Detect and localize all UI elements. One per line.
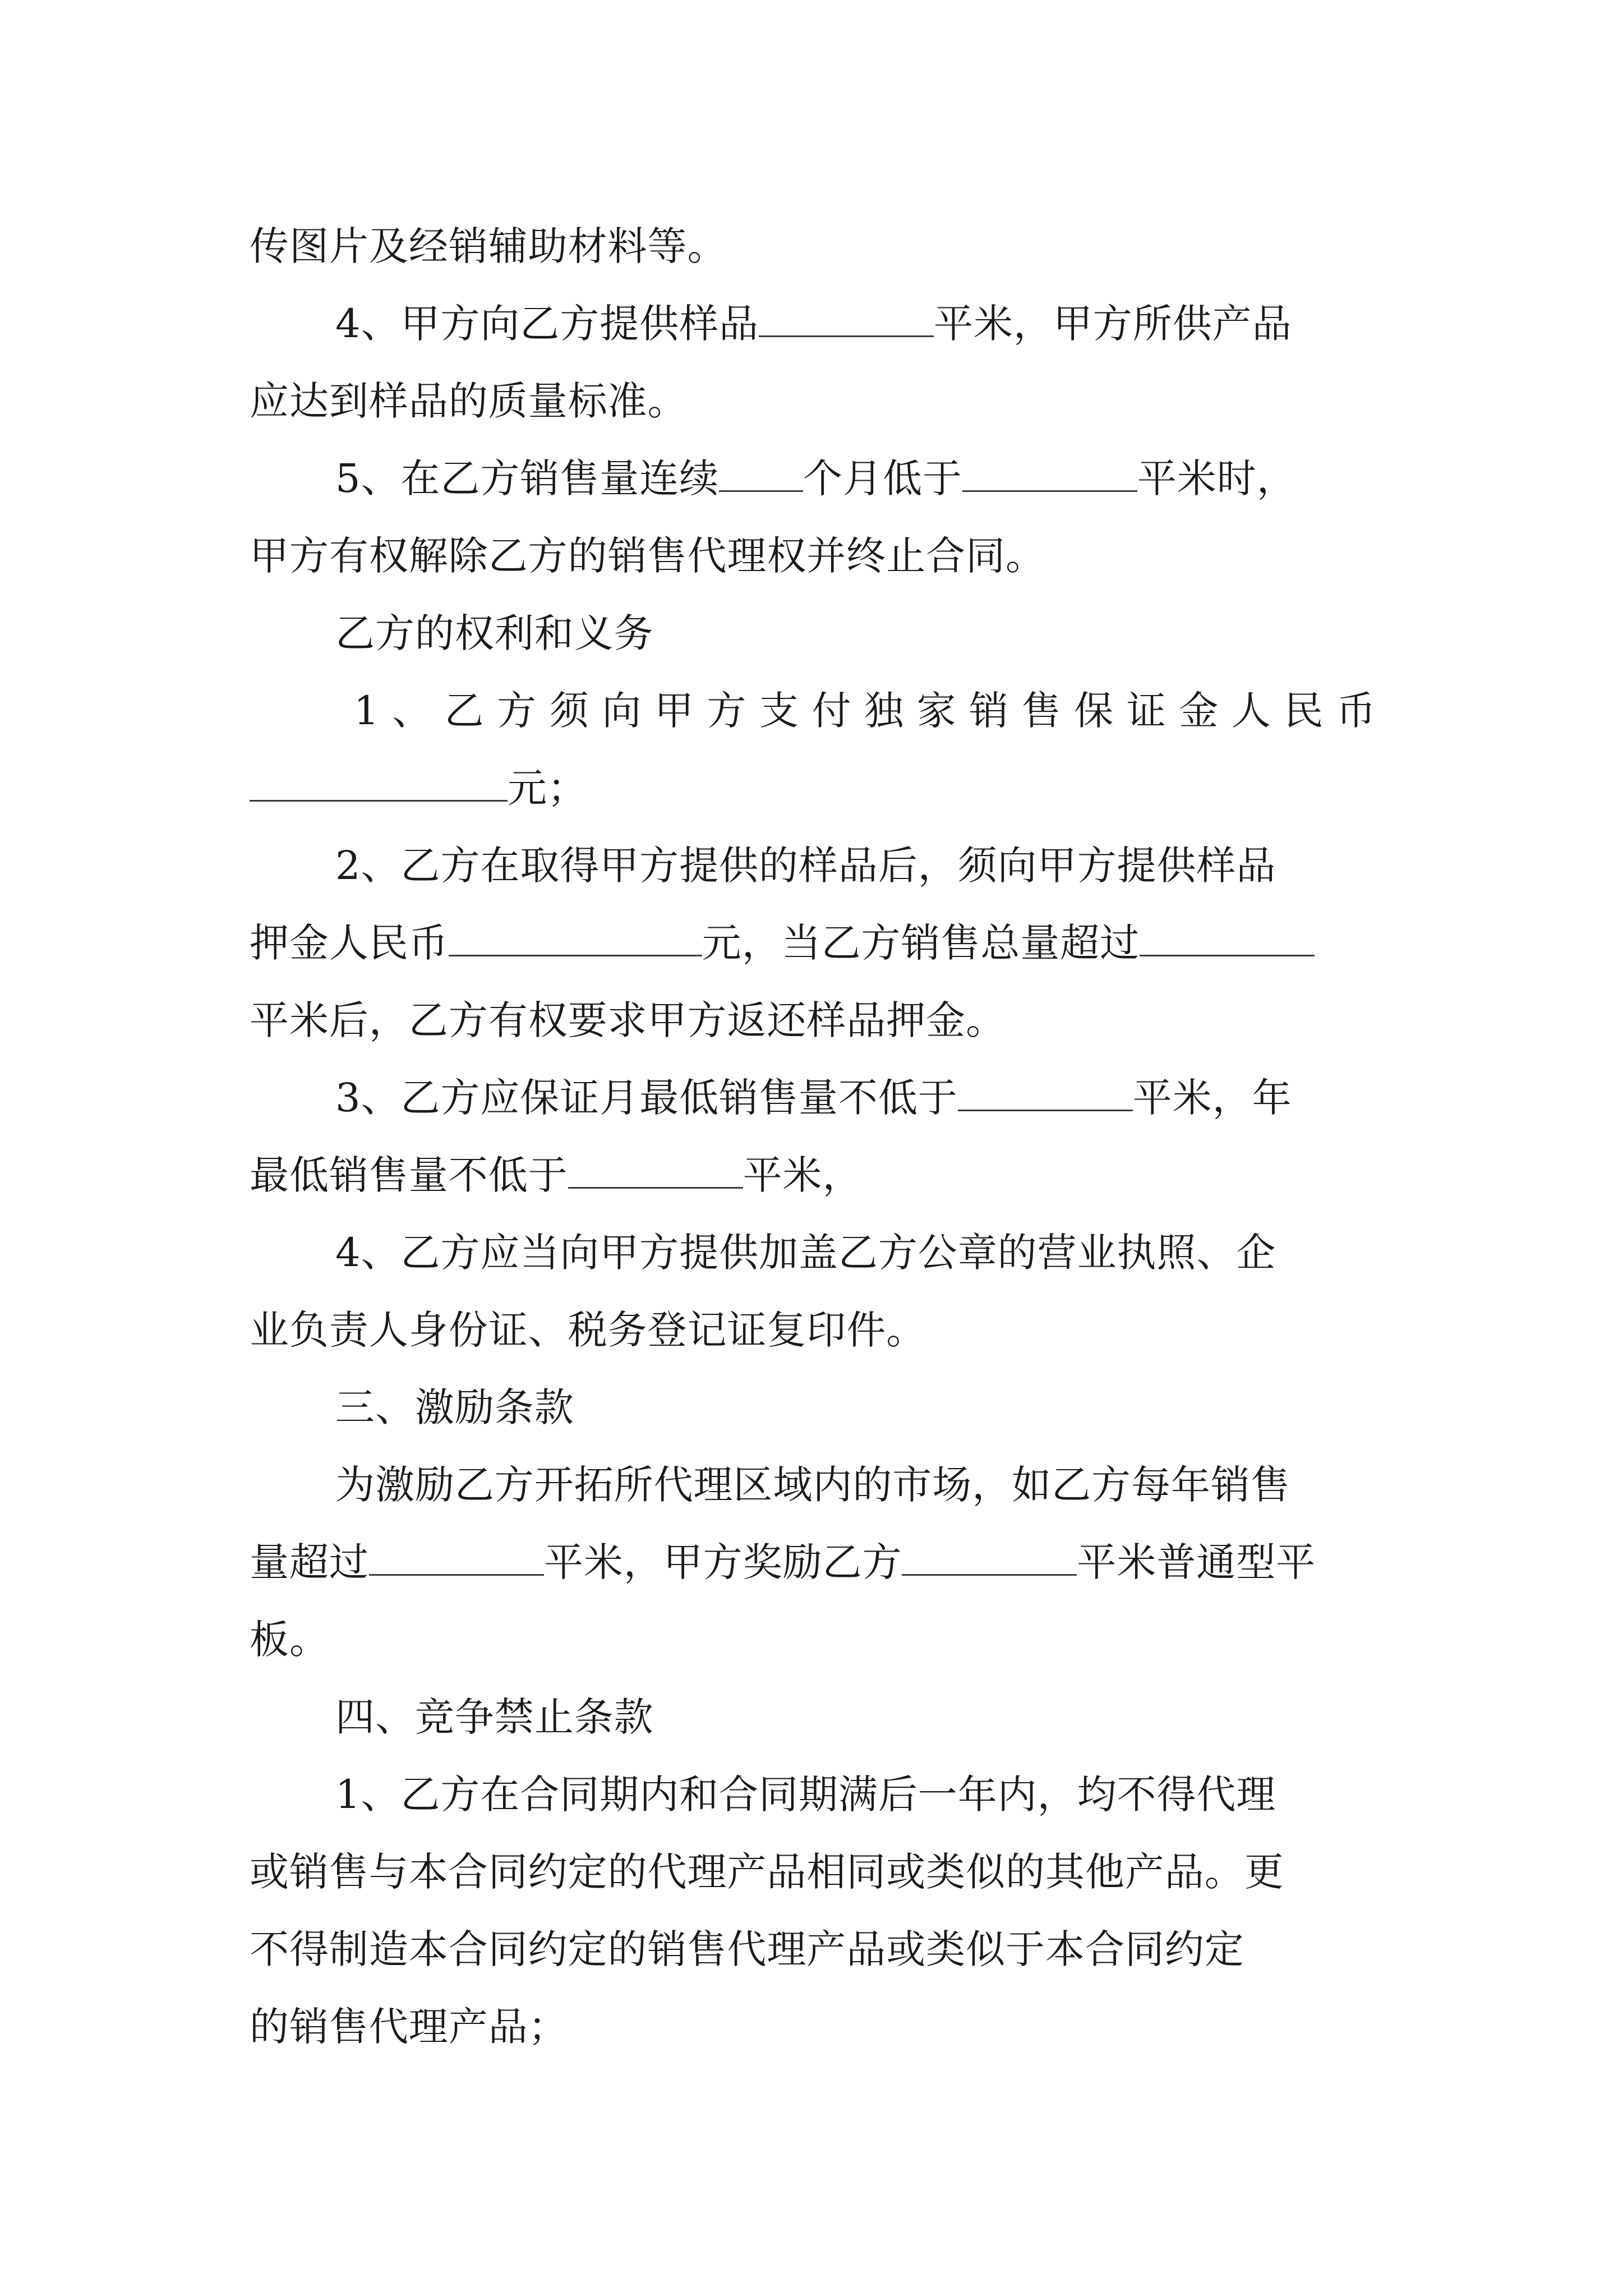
text-line: [250, 982, 1388, 1059]
text-line: [250, 1137, 1388, 1214]
text-segment: 元，当乙方销售总量超过: [702, 920, 1140, 966]
text-line: [250, 672, 1388, 749]
text-segment: 传图片及经销辅助材料等。: [250, 223, 727, 269]
text-segment: 2、乙方在取得甲方提供的样品后，须向甲方提供样品: [335, 843, 1276, 889]
text-segment: 最低销售量不低于: [250, 1152, 568, 1198]
fill-in-blank: [958, 1076, 1133, 1111]
text-segment: 4、乙方应当向甲方提供加盖乙方公章的营业执照、企: [335, 1230, 1276, 1276]
fill-in-blank: [719, 457, 803, 492]
section-heading: [250, 595, 1388, 672]
text-segment: 平米时，: [1137, 455, 1297, 501]
text-segment: 元；: [508, 765, 587, 811]
contract-body: [250, 208, 1388, 2065]
text-segment: 四、竞争禁止条款: [335, 1694, 654, 1740]
text-segment: 业负责人身份证、税务登记证复印件。: [250, 1307, 926, 1353]
text-line: [250, 1214, 1388, 1291]
text-segment: 为激励乙方开拓所代理区域内的市场，如乙方每年销售: [335, 1462, 1290, 1508]
text-line: [250, 1291, 1388, 1369]
fill-in-blank: [449, 922, 702, 956]
text-segment: 1、乙方在合同期内和合同期满后一年内，均不得代理: [335, 1772, 1276, 1818]
fill-in-blank: [1140, 922, 1315, 956]
text-line: [250, 1059, 1388, 1137]
text-line: [250, 1601, 1388, 1678]
text-line: [250, 904, 1388, 982]
text-line: [250, 208, 1388, 285]
text-segment: 平米，: [743, 1152, 863, 1198]
text-line: [250, 1833, 1388, 1911]
text-line: [250, 517, 1388, 595]
text-segment: 平米，甲方所供产品: [934, 301, 1292, 347]
text-line: [250, 749, 1388, 827]
text-segment: 的销售代理产品；: [250, 2004, 568, 2050]
text-line: [250, 440, 1388, 517]
text-segment: 5、在乙方销售量连续: [335, 455, 720, 501]
text-segment: 1、乙方须向甲方支付独家销售保证金人民币: [354, 688, 1388, 734]
text-segment: 平米后，乙方有权要求甲方返还样品押金。: [250, 997, 1006, 1043]
text-segment: 三、激励条款: [335, 1384, 574, 1430]
text-line: [250, 1524, 1388, 1601]
fill-in-blank: [759, 302, 934, 337]
text-segment: 平米，年: [1132, 1075, 1292, 1121]
text-segment: 押金人民币: [250, 920, 449, 966]
fill-in-blank: [369, 1541, 544, 1576]
text-segment: 量超过: [250, 1539, 369, 1585]
text-segment: 或销售与本合同约定的代理产品相同或类似的其他产品。更: [250, 1849, 1284, 1895]
text-line: [250, 827, 1388, 904]
text-segment: 个月低于: [803, 455, 962, 501]
fill-in-blank: [962, 457, 1137, 492]
fill-in-blank: [902, 1541, 1077, 1576]
text-segment: 乙方的权利和义务: [335, 610, 654, 656]
text-line: [250, 362, 1388, 440]
fill-in-blank: [250, 767, 508, 802]
text-segment: 平米，甲方奖励乙方: [543, 1539, 902, 1585]
text-segment: 板。: [250, 1617, 329, 1663]
text-segment: 不得制造本合同约定的销售代理产品或类似于本合同约定: [250, 1926, 1244, 1972]
text-line: [250, 285, 1388, 362]
text-segment: 4、甲方向乙方提供样品: [335, 301, 759, 347]
section-heading: [250, 1678, 1388, 1756]
text-segment: 应达到样品的质量标准。: [250, 378, 688, 424]
text-segment: 甲方有权解除乙方的销售代理权并终止合同。: [250, 533, 1045, 579]
text-line: [250, 1446, 1388, 1524]
text-line: [250, 1756, 1388, 1833]
text-line: [250, 1988, 1388, 2065]
text-line: [250, 1911, 1388, 1988]
text-segment: 平米普通型平: [1077, 1539, 1316, 1585]
section-heading: [250, 1369, 1388, 1446]
text-segment: 3、乙方应保证月最低销售量不低于: [335, 1075, 958, 1121]
fill-in-blank: [568, 1154, 743, 1189]
